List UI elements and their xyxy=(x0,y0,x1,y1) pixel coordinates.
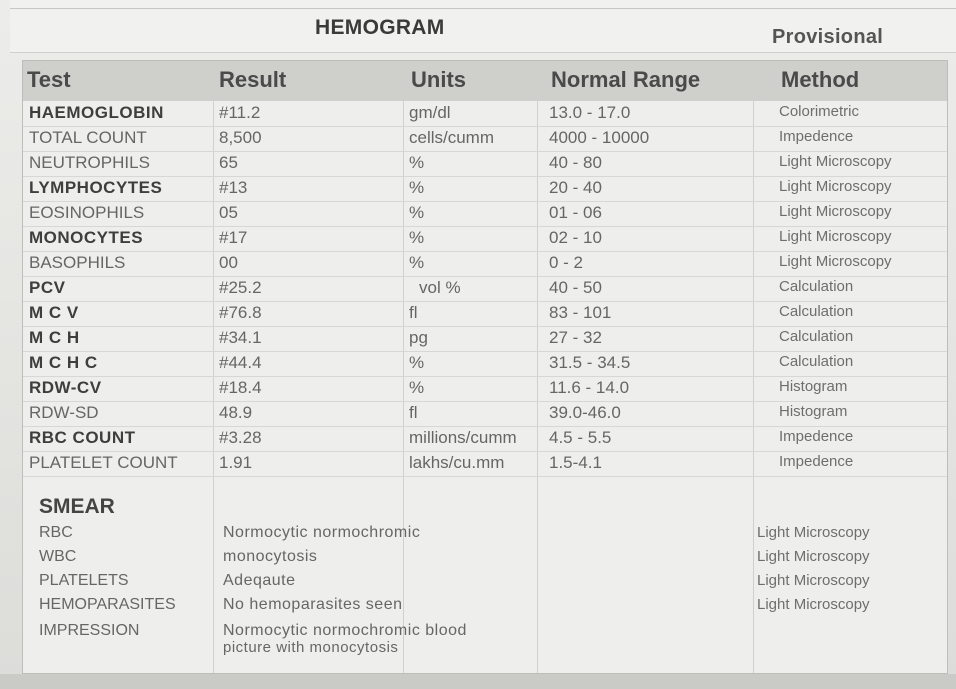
test-name: PLATELET COUNT xyxy=(29,453,178,472)
smear-finding: No hemoparasites seen xyxy=(223,596,403,613)
test-result: 05 xyxy=(219,203,238,222)
test-units: fl xyxy=(409,403,418,422)
smear-finding: monocytosis xyxy=(223,548,318,565)
smear-row xyxy=(23,523,947,547)
smear-section-title: SMEAR xyxy=(39,495,115,518)
test-normal-range: 1.5-4.1 xyxy=(549,453,602,472)
report-status: Provisional xyxy=(772,26,884,48)
smear-row xyxy=(23,547,947,571)
table-row xyxy=(23,351,947,377)
test-name: TOTAL COUNT xyxy=(29,128,147,147)
test-result: 00 xyxy=(219,253,238,272)
test-normal-range: 02 - 10 xyxy=(549,228,602,247)
screen-bottom-edge xyxy=(0,674,956,689)
smear-finding: Adeqaute xyxy=(223,572,296,589)
table-row xyxy=(23,451,947,477)
smear-method: Light Microscopy xyxy=(757,548,870,565)
table-row xyxy=(23,326,947,352)
test-units: vol % xyxy=(419,278,461,297)
test-normal-range: 40 - 50 xyxy=(549,278,602,297)
test-name: M C V xyxy=(29,303,79,322)
test-name: MONOCYTES xyxy=(29,228,144,247)
test-result: #17 xyxy=(219,228,248,247)
test-normal-range: 27 - 32 xyxy=(549,328,602,347)
table-row xyxy=(23,376,947,402)
test-method: Histogram xyxy=(779,378,848,395)
table-row xyxy=(23,251,947,277)
test-name: EOSINOPHILS xyxy=(29,203,145,222)
test-normal-range: 4.5 - 5.5 xyxy=(549,428,612,447)
smear-finding: Normocytic normochromic blood xyxy=(223,622,467,639)
test-name: M C H xyxy=(29,328,80,347)
test-name: HAEMOGLOBIN xyxy=(29,103,164,122)
test-result: 48.9 xyxy=(219,403,253,422)
column-header-test: Test xyxy=(27,67,71,92)
test-units: gm/dl xyxy=(409,103,451,122)
table-header-row xyxy=(23,61,947,101)
test-method: Calculation xyxy=(779,353,854,370)
test-result: #18.4 xyxy=(219,378,262,397)
report-header-band xyxy=(10,0,956,53)
test-result: #11.2 xyxy=(219,103,261,122)
smear-test-name: IMPRESSION xyxy=(39,622,140,639)
table-row xyxy=(23,426,947,452)
test-name: LYMPHOCYTES xyxy=(29,178,163,197)
test-units: % xyxy=(409,178,425,197)
table-row xyxy=(23,151,947,177)
column-header-result: Result xyxy=(219,67,287,92)
smear-row xyxy=(23,571,947,595)
table-row xyxy=(23,276,947,302)
report-title: HEMOGRAM xyxy=(315,16,445,39)
test-normal-range: 0 - 2 xyxy=(549,253,584,272)
hemogram-table xyxy=(22,60,948,674)
smear-row xyxy=(23,595,947,619)
column-header-method: Method xyxy=(781,67,860,92)
test-normal-range: 4000 - 10000 xyxy=(549,128,650,147)
test-units: % xyxy=(409,378,425,397)
test-result: #44.4 xyxy=(219,353,262,372)
test-name: BASOPHILS xyxy=(29,253,126,272)
test-units: fl xyxy=(409,303,418,322)
test-name: RBC COUNT xyxy=(29,428,136,447)
test-normal-range: 31.5 - 34.5 xyxy=(549,353,631,372)
table-row xyxy=(23,301,947,327)
table-row xyxy=(23,226,947,252)
test-units: % xyxy=(409,228,425,247)
test-result: #13 xyxy=(219,178,248,197)
test-method: Impedence xyxy=(779,128,854,145)
test-units: pg xyxy=(409,328,428,347)
smear-method: Light Microscopy xyxy=(757,572,870,589)
test-result: #76.8 xyxy=(219,303,262,322)
column-header-normal-range: Normal Range xyxy=(551,67,701,92)
test-name: NEUTROPHILS xyxy=(29,153,150,172)
test-method: Impedence xyxy=(779,428,854,445)
smear-method: Light Microscopy xyxy=(757,596,870,613)
test-result: 65 xyxy=(219,153,238,172)
test-units: % xyxy=(409,353,425,372)
test-method: Light Microscopy xyxy=(779,228,892,245)
test-normal-range: 13.0 - 17.0 xyxy=(549,103,631,122)
test-method: Colorimetric xyxy=(779,103,860,120)
test-result: #25.2 xyxy=(219,278,262,297)
test-normal-range: 39.0-46.0 xyxy=(549,403,621,422)
test-method: Calculation xyxy=(779,278,854,295)
table-row xyxy=(23,176,947,202)
smear-finding: Normocytic normochromic xyxy=(223,524,421,541)
table-row xyxy=(23,201,947,227)
smear-test-name: HEMOPARASITES xyxy=(39,596,176,613)
test-result: #34.1 xyxy=(219,328,262,347)
test-method: Calculation xyxy=(779,303,854,320)
test-units: % xyxy=(409,253,425,272)
test-normal-range: 01 - 06 xyxy=(549,203,602,222)
test-normal-range: 11.6 - 14.0 xyxy=(549,378,630,397)
test-normal-range: 20 - 40 xyxy=(549,178,602,197)
test-units: % xyxy=(409,203,425,222)
divider xyxy=(10,8,956,9)
test-method: Light Microscopy xyxy=(779,203,892,220)
smear-method: Light Microscopy xyxy=(757,524,870,541)
table-row xyxy=(23,101,947,127)
test-normal-range: 83 - 101 xyxy=(549,303,612,322)
smear-row xyxy=(23,621,947,661)
test-normal-range: 40 - 80 xyxy=(549,153,602,172)
test-method: Histogram xyxy=(779,403,848,420)
test-method: Light Microscopy xyxy=(779,178,892,195)
test-name: RDW-CV xyxy=(29,378,102,397)
test-name: M C H C xyxy=(29,353,98,372)
table-row xyxy=(23,401,947,427)
table-row xyxy=(23,126,947,152)
test-result: #3.28 xyxy=(219,428,262,447)
smear-test-name: RBC xyxy=(39,524,73,541)
test-method: Light Microscopy xyxy=(779,153,892,170)
smear-test-name: WBC xyxy=(39,548,77,565)
test-method: Impedence xyxy=(779,453,854,470)
test-units: % xyxy=(409,153,425,172)
test-name: RDW-SD xyxy=(29,403,99,422)
test-result: 1.91 xyxy=(219,453,253,472)
test-units: millions/cumm xyxy=(409,428,517,447)
test-method: Calculation xyxy=(779,328,854,345)
test-result: 8,500 xyxy=(219,128,262,147)
test-units: cells/cumm xyxy=(409,128,495,147)
smear-finding-continued: picture with monocytosis xyxy=(223,639,399,656)
test-method: Light Microscopy xyxy=(779,253,892,270)
test-units: lakhs/cu.mm xyxy=(409,453,505,472)
test-name: PCV xyxy=(29,278,66,297)
smear-test-name: PLATELETS xyxy=(39,572,129,589)
column-header-units: Units xyxy=(411,67,466,92)
